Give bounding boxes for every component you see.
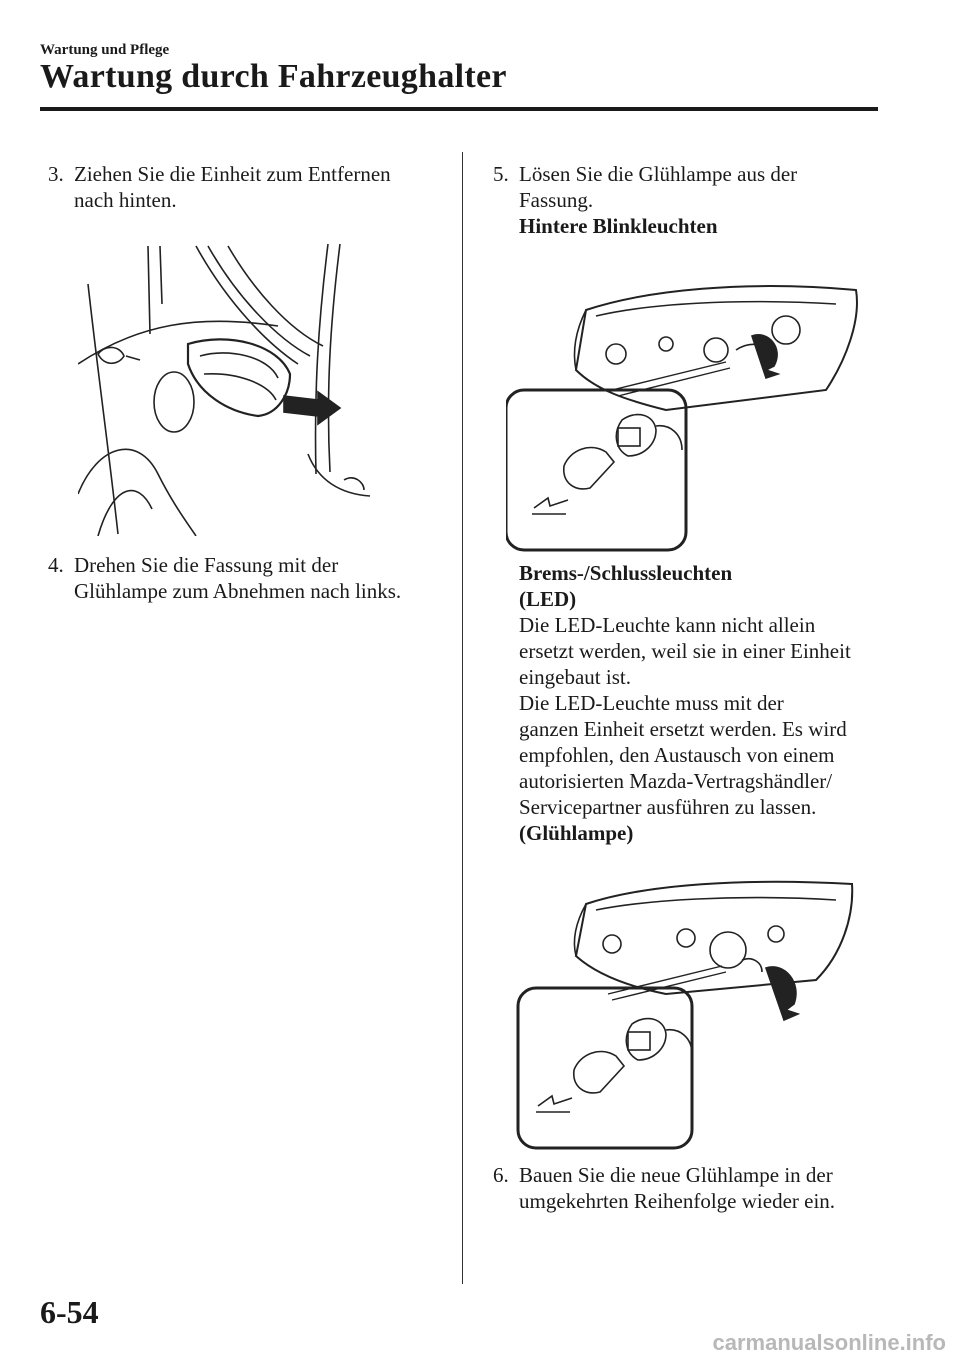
led-body-line: autorisierten Mazda-Vertragshändler/ <box>519 769 833 793</box>
page-number: 6-54 <box>40 1294 99 1330</box>
step-number: 6. <box>493 1163 509 1187</box>
step-5 <box>493 161 797 239</box>
step-number: 4. <box>48 553 64 577</box>
led-body-line: Servicepartner ausführen zu lassen. <box>519 795 817 819</box>
step-text-line: Bauen Sie die neue Glühlampe in der <box>519 1163 833 1187</box>
led-body-line: Die LED-Leuchte kann nicht allein <box>519 613 816 637</box>
figure-remove-unit <box>78 244 398 536</box>
step-6 <box>493 1162 835 1214</box>
step-number: 5. <box>493 162 509 186</box>
step-text-line: Glühlampe zum Abnehmen nach links. <box>74 579 402 603</box>
step-4 <box>48 552 401 604</box>
led-section <box>519 560 851 846</box>
step-text-line: umgekehrten Reihenfolge wieder ein. <box>519 1189 836 1213</box>
led-body-line: eingebaut ist. <box>519 665 631 689</box>
step-text-line: Fassung. <box>519 188 594 212</box>
figure-turn-signal-bulb <box>506 270 866 554</box>
led-heading: (LED) <box>519 587 577 611</box>
column-divider <box>462 152 463 1284</box>
page-title: Wartung durch Fahrzeughalter <box>40 58 507 95</box>
step-text-line: Ziehen Sie die Einheit zum Entfernen <box>74 162 391 186</box>
figure-brake-tail-bulb <box>516 864 866 1152</box>
led-body-line: ersetzt werden, weil sie in einer Einheit <box>519 639 851 663</box>
bulb-heading: (Glühlampe) <box>519 821 634 845</box>
led-body-line: empfohlen, den Austausch von einem <box>519 743 835 767</box>
step-number: 3. <box>48 162 64 186</box>
led-body-line: ganzen Einheit ersetzt werden. Es wird <box>519 717 847 741</box>
step-3 <box>48 161 391 213</box>
step-subheading: Hintere Blinkleuchten <box>519 214 718 238</box>
title-rule <box>40 107 878 111</box>
section-label: Wartung und Pflege <box>40 42 170 58</box>
led-heading: Brems-/Schlussleuchten <box>519 561 733 585</box>
step-text-line: Drehen Sie die Fassung mit der <box>74 553 339 577</box>
led-body-line: Die LED-Leuchte muss mit der <box>519 691 784 715</box>
step-text-line: nach hinten. <box>74 188 177 212</box>
step-text-line: Lösen Sie die Glühlampe aus der <box>519 162 798 186</box>
watermark: carmanualsonline.info <box>712 1330 946 1355</box>
